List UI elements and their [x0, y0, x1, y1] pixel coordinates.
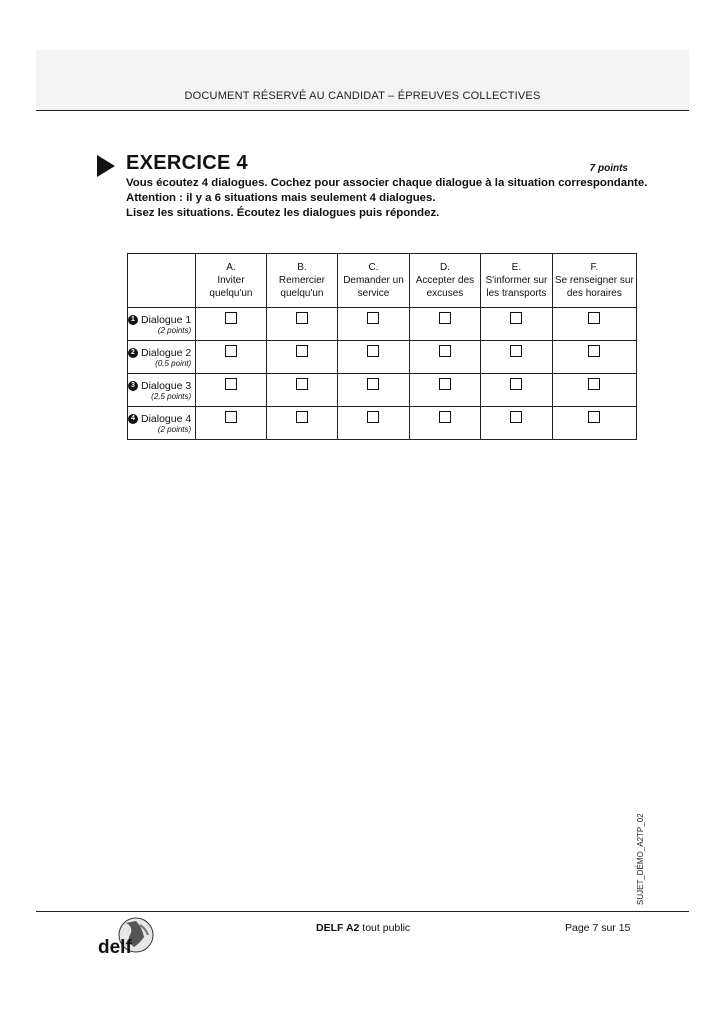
checkbox[interactable]	[296, 312, 308, 324]
column-letter: A.	[226, 262, 236, 273]
delf-logo	[96, 913, 156, 963]
row-label: Dialogue 3	[141, 380, 192, 392]
column-line1: Se renseigner sur	[554, 275, 634, 286]
column-line2: les transports	[486, 288, 547, 299]
checkbox[interactable]	[367, 345, 379, 357]
column-line1: Remercier	[278, 275, 326, 286]
column-letter: D.	[439, 262, 450, 273]
checkbox[interactable]	[510, 411, 522, 423]
checkbox[interactable]	[439, 312, 451, 324]
checkbox[interactable]	[367, 378, 379, 390]
row-points: (2 points)	[157, 425, 192, 434]
column-line1: Accepter des	[415, 275, 475, 286]
column-letter: C.	[368, 262, 379, 273]
checkbox[interactable]	[588, 345, 600, 357]
checkbox[interactable]	[510, 345, 522, 357]
row-label-cell	[128, 308, 196, 341]
instruction-line-3: Lisez les situations. Écoutez les dialogues puis répondez.	[126, 207, 440, 219]
number-badge-icon: 2	[128, 348, 138, 358]
exam-name	[316, 922, 410, 934]
row-label: Dialogue 2	[141, 347, 192, 359]
exercise-points: 7 points	[589, 163, 628, 174]
corner-cell	[128, 254, 196, 308]
checkbox[interactable]	[296, 411, 308, 423]
checkbox[interactable]	[439, 411, 451, 423]
page-number: Page 7 sur 15	[565, 922, 631, 934]
checkbox[interactable]	[588, 312, 600, 324]
column-line2: quelqu'un	[209, 288, 253, 299]
row-label-cell	[128, 341, 196, 374]
checkbox[interactable]	[510, 312, 522, 324]
play-arrow-icon	[97, 155, 115, 177]
table-row	[128, 341, 637, 374]
column-line2: excuses	[426, 288, 464, 299]
row-label: Dialogue 4	[141, 413, 192, 425]
number-badge-icon: 3	[128, 381, 138, 391]
table-row	[128, 374, 637, 407]
checkbox[interactable]	[225, 312, 237, 324]
checkbox[interactable]	[367, 411, 379, 423]
checkbox[interactable]	[367, 312, 379, 324]
checkbox[interactable]	[225, 378, 237, 390]
table-row	[128, 308, 637, 341]
exam-audience: tout public	[359, 922, 411, 934]
checkbox[interactable]	[296, 378, 308, 390]
column-line2: service	[357, 288, 390, 299]
checkbox[interactable]	[225, 411, 237, 423]
header-row	[128, 254, 637, 308]
column-line1: S'informer sur	[485, 275, 548, 286]
checkbox[interactable]	[588, 411, 600, 423]
column-header	[409, 254, 480, 308]
column-line1: Inviter	[217, 275, 245, 286]
instruction-line-1: Vous écoutez 4 dialogues. Cochez pour associer chaque dialogue à la situation correspondante.	[126, 177, 648, 189]
checkbox[interactable]	[296, 345, 308, 357]
table-row	[128, 407, 637, 440]
row-label-cell	[128, 374, 196, 407]
row-label-cell	[128, 407, 196, 440]
column-line2: des horaires	[566, 288, 622, 299]
exam-level: DELF A2	[316, 922, 360, 934]
row-points: (2 points)	[157, 326, 192, 335]
checkbox[interactable]	[439, 345, 451, 357]
header-text: DOCUMENT RÉSERVÉ AU CANDIDAT – ÉPREUVES COLLECTIVES	[184, 90, 541, 102]
footer-divider	[36, 911, 689, 912]
document-reference: SUJET_DÉMO_A2TP_02	[636, 813, 645, 905]
header-band	[36, 50, 689, 111]
checkbox[interactable]	[439, 378, 451, 390]
column-letter: F.	[590, 262, 599, 273]
column-line1: Demander un	[343, 275, 404, 286]
column-header	[266, 254, 338, 308]
column-line2: quelqu'un	[280, 288, 324, 299]
answer-grid	[127, 253, 637, 440]
checkbox[interactable]	[225, 345, 237, 357]
column-letter: B.	[297, 262, 307, 273]
exercise-title: EXERCICE 4	[126, 152, 248, 174]
checkbox[interactable]	[588, 378, 600, 390]
row-points: (2,5 points)	[151, 392, 192, 401]
column-letter: E.	[511, 262, 522, 273]
row-points: (0,5 point)	[155, 359, 192, 368]
number-badge-icon: 1	[128, 315, 138, 325]
row-label: Dialogue 1	[141, 314, 192, 326]
column-header	[338, 254, 410, 308]
column-header	[481, 254, 553, 308]
instruction-line-2: Attention : il y a 6 situations mais seulement 4 dialogues.	[126, 192, 436, 204]
column-header	[552, 254, 636, 308]
number-badge-icon: 4	[128, 414, 138, 424]
checkbox[interactable]	[510, 378, 522, 390]
logo-text: delf	[98, 937, 132, 958]
column-header	[196, 254, 266, 308]
